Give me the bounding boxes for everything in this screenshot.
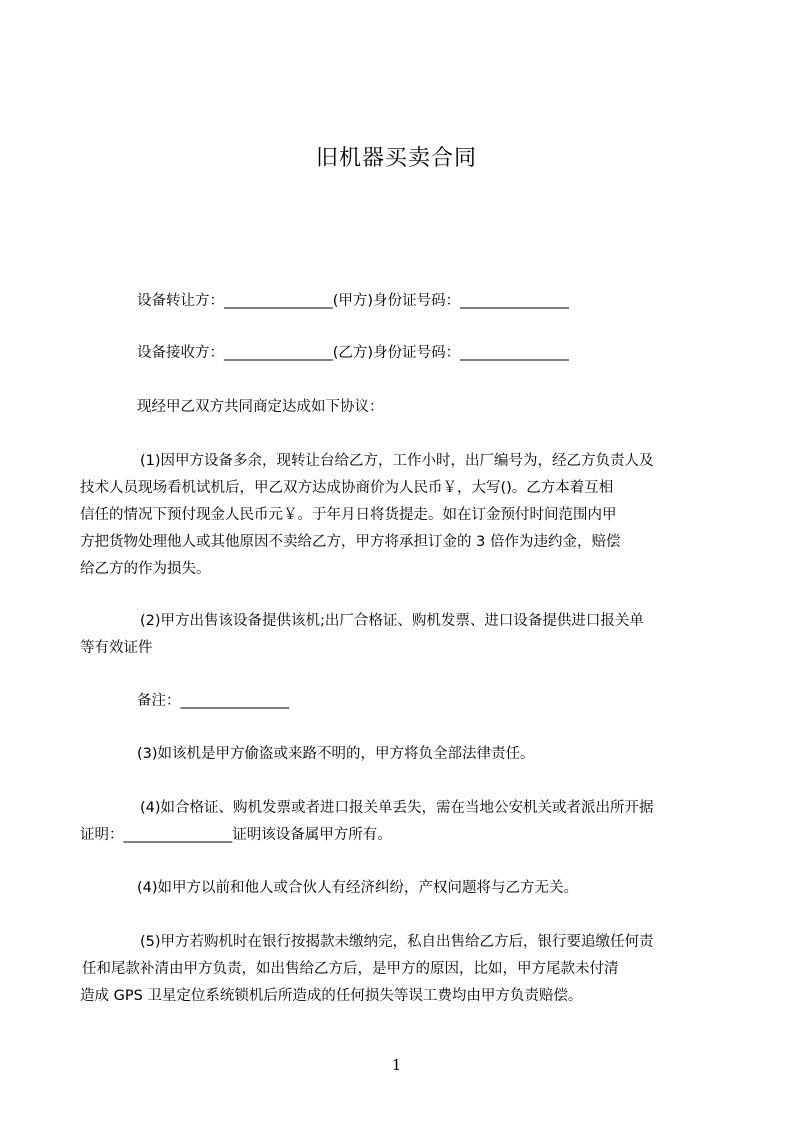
- clause-4a-line-1: (4)如合格证、购机发票或者进口报关单丢失，需在当地公安机关或者派出所开据: [140, 800, 654, 816]
- page-number: 1: [391, 1056, 402, 1074]
- clause-1-line-3: 信任的情况下预付现金人民币元￥。于年月日将货提走。如在订金预付时间范围内甲: [80, 507, 617, 523]
- clause-5-line-2: 任和尾款补清由甲方负责，如出售给乙方后，是甲方的原因，比如，甲方尾款未付清: [82, 961, 619, 977]
- clause-4a-line-2: 证明：_______________证明该设备属甲方所有。: [80, 827, 392, 843]
- clause-2-line-2: 等有效证件: [80, 640, 153, 656]
- clause-1-line-1: (1)因甲方设备多余，现转让台给乙方，工作小时，出厂编号为，经乙方负责人及: [140, 453, 654, 469]
- clause-1-line-5: 给乙方的作为损失。: [80, 561, 211, 577]
- clause-2-line-1: (2)甲方出售该设备提供该机;出厂合格证、购机发票、进口设备提供进口报关单: [140, 613, 644, 629]
- clause-3-line-1: (3)如该机是甲方偷盗或来路不明的，甲方将负全部法律责任。: [137, 746, 535, 762]
- clause-1-line-2: 技术人员现场看机试机后，甲乙双方达成协商价为人民币￥，大写()。乙方本着互相: [80, 480, 614, 496]
- clause-5-line-1: (5)甲方若购机时在银行按揭款未缴纳完，私自出售给乙方后，银行要追缴任何责: [140, 934, 654, 950]
- receiver-line: 设备接收方：_______________(乙方)身份证号码：_______________: [137, 345, 569, 361]
- document-title: 旧机器买卖合同: [315, 146, 477, 171]
- remarks-line: 备注：_______________: [137, 693, 290, 709]
- agreement-intro: 现经甲乙双方共同商定达成如下协议：: [137, 399, 384, 415]
- clause-4b-line-1: (4)如甲方以前和他人或合伙人有经济纠纷，产权问题将与乙方无关。: [137, 880, 579, 896]
- clause-5-line-3: 造成 GPS 卫星定位系统锁机后所造成的任何损失等误工费均由甲方负责赔偿。: [80, 988, 583, 1004]
- transferor-line: 设备转让方：_______________(甲方)身份证号码：_______________: [137, 293, 569, 309]
- clause-1-line-4: 方把货物处理他人或其他原因不卖给乙方，甲方将承担订金的 3 倍作为违约金，赔偿: [80, 534, 621, 550]
